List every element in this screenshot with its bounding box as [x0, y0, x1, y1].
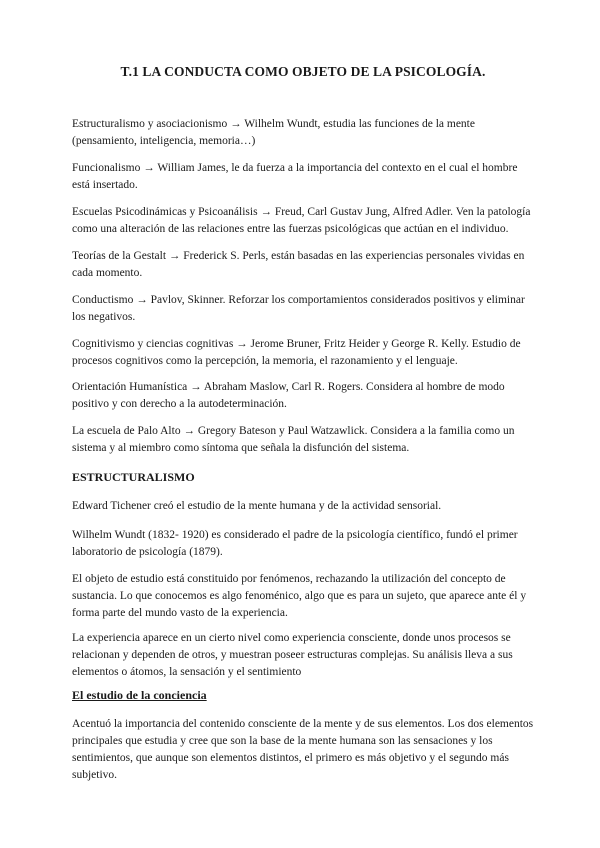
paragraph-experience: La experiencia aparece en un cierto nivel como experiencia consciente, donde unos procesos se relacionan y dependen de otros, y muestran poseer estructuras complejas. Su análisis lleva a sus elementos o átomos, la sensación y el sentimiento [72, 632, 513, 678]
school-cognitivism: Cognitivismo y ciencias cognitivas → Jerome Bruner, Fritz Heider y George R. Kelly. Estudio de procesos cognitivos como la percepción, la memoria, el razonamiento y el lenguaje. [72, 338, 521, 367]
school-behaviorism: Conductismo → Pavlov, Skinner. Reforzar los comportamientos considerados positivos y eliminar los negativos. [72, 294, 525, 323]
school-structuralism: Estructuralismo y asociacionismo → Wilhelm Wundt, estudia las funciones de la mente (pensamiento, inteligencia, memoria…) [72, 118, 475, 147]
school-functionalism: Funcionalismo → William James, le da fuerza a la importancia del contexto en el cual el hombre está insertado. [72, 162, 518, 191]
page-title: T.1 LA CONDUCTA COMO OBJETO DE LA PSICOLOGÍA. [120, 64, 486, 79]
school-palo-alto: La escuela de Palo Alto → Gregory Bateson y Paul Watzawlick. Considera a la familia como un sistema y al miembro como síntoma que señala la disfunción del sistema. [72, 425, 515, 454]
school-gestalt: Teorías de la Gestalt → Frederick S. Perls, están basadas en las experiencias personales vividas en cada momento. [72, 250, 525, 279]
paragraph-object-of-study: El objeto de estudio está constituido por fenómenos, rechazando la utilización del concepto de sustancia. Lo que conocemos es algo fenoménico, algo que es para un sujeto, que aparece ante él y forma parte del mundo vasto de la experiencia. [72, 573, 527, 619]
paragraph-tichener: Edward Tichener creó el estudio de la mente humana y de la actividad sensorial. [72, 500, 442, 512]
school-humanistic: Orientación Humanística → Abraham Maslow, Carl R. Rogers. Considera al hombre de modo positivo y con derecho a la autodeterminación. [72, 381, 505, 410]
section-heading: ESTRUCTURALISMO [72, 470, 195, 484]
paragraph-consciousness: Acentuó la importancia del contenido consciente de la mente y de sus elementos. Los dos elementos principales que estudia y cree que son la base de la mente humana son las sensaciones y los sentimientos, que aunque son elementos distintos, el primero es más objetivo y el segundo más subjetivo. [72, 718, 534, 781]
subheading: El estudio de la conciencia [72, 688, 207, 702]
school-psychodynamic: Escuelas Psicodinámicas y Psicoanálisis → Freud, Carl Gustav Jung, Alfred Adler. Ven la patología como una alteración de las relaciones entre las fuerzas psicológicas que actúan en el individuo. [72, 206, 531, 235]
paragraph-wundt: Wilhelm Wundt (1832- 1920) es considerado el padre de la psicología científico, fundó el primer laboratorio de psicología (1879). [72, 529, 518, 558]
